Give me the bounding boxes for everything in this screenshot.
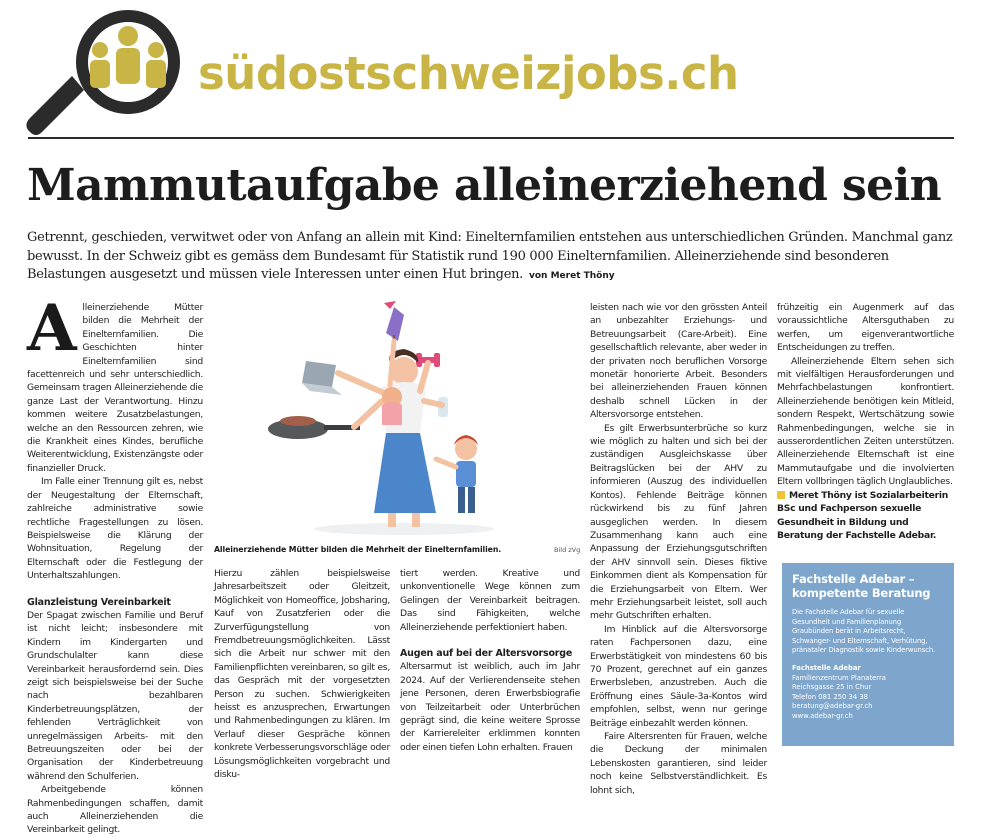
author-note-text: Meret Thöny ist Sozialarbeiterin BSc und Fachperson sexuelle Gesundheit in Bildung und Beratung der Fachstelle Adebar. [777,489,949,541]
headline: Mammutaufgabe alleinerziehend sein [27,160,942,211]
author-note [777,489,954,543]
author-byline: von Meret Thöny [529,271,615,282]
bullet-square-icon [777,491,785,499]
info-box [782,563,954,746]
info-box-text: Die Fachstelle Adebar für sexuelle Gesundheit und Familienplanung Graubünden berät in Arbeitsrecht, Schwanger- und Elternschaft, Verhütung, pränataler Diagnostik sowie Kinderwunsch. [792,608,936,655]
figure-caption: Alleinerziehende Mütter bilden die Mehrheit der Einelternfamilien. [214,545,502,554]
article-paragraph: Alleinerziehende Eltern sehen sich mit vielfältigen Herausforderungen und Mehrfachbelastungen konfrontiert. Alleinerziehende benötigen kein Mitleid, sondern Respekt, Wertschätzung sowie Rahmenbedingungen, welche sie in ausserordentlichen Zeiten unterstützen. Alleinerziehende Elternschaft ist eine Mammutaufgabe und die involvierten Eltern vollbringen täglich Unglaubliches. [777,355,954,488]
article-column-1 [27,291,203,837]
article-column-4 [590,301,767,797]
multitasking-mother-illustration [214,301,580,541]
article-paragraph [27,291,203,475]
article-paragraph: Im Hinblick auf die Altersvorsorge raten Fachpersonen dazu, eine Erwerbstätigkeit von mindestens 60 bis 70 Prozent, gerechnet auf ein ganzes Erwerbsleben, anzustreben. Auch die Eröffnung eines Säule-3a-Kontos wird empfohlen, selbst, wenn nur geringe Beiträge einbezahlt werden können. [590,623,767,729]
info-box-title-line: Fachstelle Adebar – [792,572,915,586]
image-credit: Bild zVg [554,546,581,554]
info-box-title [792,572,944,600]
lead-text: Getrennt, geschieden, verwitwet oder von Anfang an allein mit Kind: Einelternfamilien entstehen aus unterschiedlichen Gründen. Manchmal ganz bewusst. In der Schweiz gibt es gemäss dem Bundesamt für Statistik rund 190 000 Einelternfamilien. Alleinerziehende sind besonderen Belastungen ausgesetzt und müssen viele Interessen unter einen Hut bringen. [27,230,953,283]
article-paragraph: Im Falle einer Trennung gilt es, nebst der Neugestaltung der Elternschaft, zahlreiche administrative sowie rechtliche Fragestellungen zu lösen. Beispielsweise die Klärung der Wohnsituation, Regelung der Elternschaft oder die Festlegung der Unterhaltszahlungen. [27,476,203,582]
address-name: Fachstelle Adebar [792,663,861,672]
article-column-3 [400,567,580,754]
article-paragraph: Es gilt Erwerbsunterbrüche so kurz wie möglich zu halten und sich bei der zuständigen Ausgleichskasse über Beitragslücken bei der AHV zu informieren (Auszug des individuellen Kontos). Fehlende Beiträge können rückwirkend bis zu fünf Jahren ausgeglichen werden. In diesem Zusammenhang kann auch eine Anpassung der Erziehungsgutschriften der AHV sinnvoll sein. Dieses fiktive Einkommen dient als Kompensation für die Erziehungsarbeit von Eltern. Wer mehr Erziehungsarbeit leistet, soll auch mehr Gutschriften erhalten. [590,422,767,622]
article-column-5 [777,301,954,542]
article-paragraph: Arbeitgebende können Rahmenbedingungen schaffen, damit auch Alleinerziehenden die Vereinbarkeit gelingt. [27,784,203,836]
address-email-link[interactable]: beratung@adebar-gr.ch [792,702,873,711]
lead-paragraph [27,229,954,286]
dropcap: A [27,291,77,366]
address-phone[interactable]: Telefon 081 250 34 38 [792,692,868,701]
subheading: Augen auf bei der Altersvorsorge [400,648,573,660]
masthead-rule [28,137,954,139]
article-paragraph: tiert werden. Kreative und unkonventionelle Wege können zum Gelingen der Vereinbarkeit beitragen. Das sind Fähigkeiten, welche Alleinerziehende perfektioniert haben. [400,568,580,633]
masthead [28,14,954,138]
address-line: Reichsgasse 25 in Chur [792,683,872,692]
brand-name[interactable]: südostschweizjobs.ch [198,47,739,100]
article-paragraph: Hierzu zählen beispielsweise Jahresarbeitszeit oder Gleitzeit, Möglichkeit von Homeoffice, Jobsharing, Kauf von Zusatzferien oder die Zurverfügungstellung von Fremdbetreuungsmöglichkeiten. Lässt sich die Arbeit nur schwer mit den Familienpflichten vereinbaren, so gilt es, das Gespräch mit der vorgesetzten Person zu suchen. Schwierigkeiten heisst es anzusprechen, Erwartungen und Rahmenbedingungen zu klären. Im Verlauf dieser Gespräche können konkrete Verbesserungsvorschläge oder Lösungsmöglichkeiten vorgebracht und disku- [214,568,390,781]
paragraph-text: lleinerziehende Mütter bilden die Mehrheit der Einelternfamilien. Die Geschichten hinter Einelternfamilien sind facettenreich und sehr unterschiedlich. Gemeinsam tragen Alleinerziehende die ganze Last der Verantwortung. Hinzu kommen weitere Zusatzbelastungen, welche an den Ressourcen zehren, wie die Krankheit eines Kindes, berufliche Weiterentwicklung, Existenzängste oder finanzieller Druck. [27,302,203,474]
magnifier-people-icon [28,14,198,138]
article-paragraph: leisten nach wie vor den grössten Anteil an unbezahlter Erziehungs- und Betreuungsarbeit (Care-Arbeit). Eine gesellschaftlich relevante, aber weder in der privaten noch beruflichen Vorsorge monetär honorierte Arbeit. Besonders bei alleinerziehenden Frauen können deshalb schnell Lücken in der Altersvorsorge entstehen. [590,302,767,421]
article-paragraph: Der Spagat zwischen Familie und Beruf ist nicht leicht; insbesondere mit Kindern im Kindergarten und Grundschulalter kann diese Vereinbarkeit herausfordernd sein. Dies zeigt sich beispielsweise bei der Suche nach bezahlbaren Kinderbetreuungsplätzen, der fehlenden Verträglichkeit von unregelmässigen Arbeits- mit den Betreuungszeiten oder bei der Organisation der Kinderbetreuung während den Schulferien. [27,609,203,782]
article-paragraph: frühzeitig ein Augenmerk auf das voraussichtliche Altersguthaben zu werfen, um eigenverantwortliche Entscheidungen zu treffen. [777,302,954,354]
article-column-2 [214,567,390,782]
info-box-title-line: kompetente Beratung [792,586,931,600]
info-box-address [792,664,944,722]
article-paragraph: Altersarmut ist weiblich, auch im Jahr 2024. Auf der Verlierendenseite stehen jene Personen, deren Erwerbsbiografie von Teilzeitarbeit oder Unterbrüchen geprägt sind, die keine weitere Sprosse der Karriereleiter erklimmen konnten oder einen tiefen Lohn erhalten. Frauen [400,661,580,753]
subheading: Glanzleistung Vereinbarkeit [27,596,171,608]
address-line: Familienzentrum Planaterra [792,673,886,682]
article-paragraph: Faire Altersrenten für Frauen, welche die Deckung der minimalen Lebenskosten garantieren, sind leider noch keine Selbstverständlichkeit. Es lohnt sich, [590,731,767,796]
address-web-link[interactable]: www.adebar-gr.ch [792,711,853,720]
